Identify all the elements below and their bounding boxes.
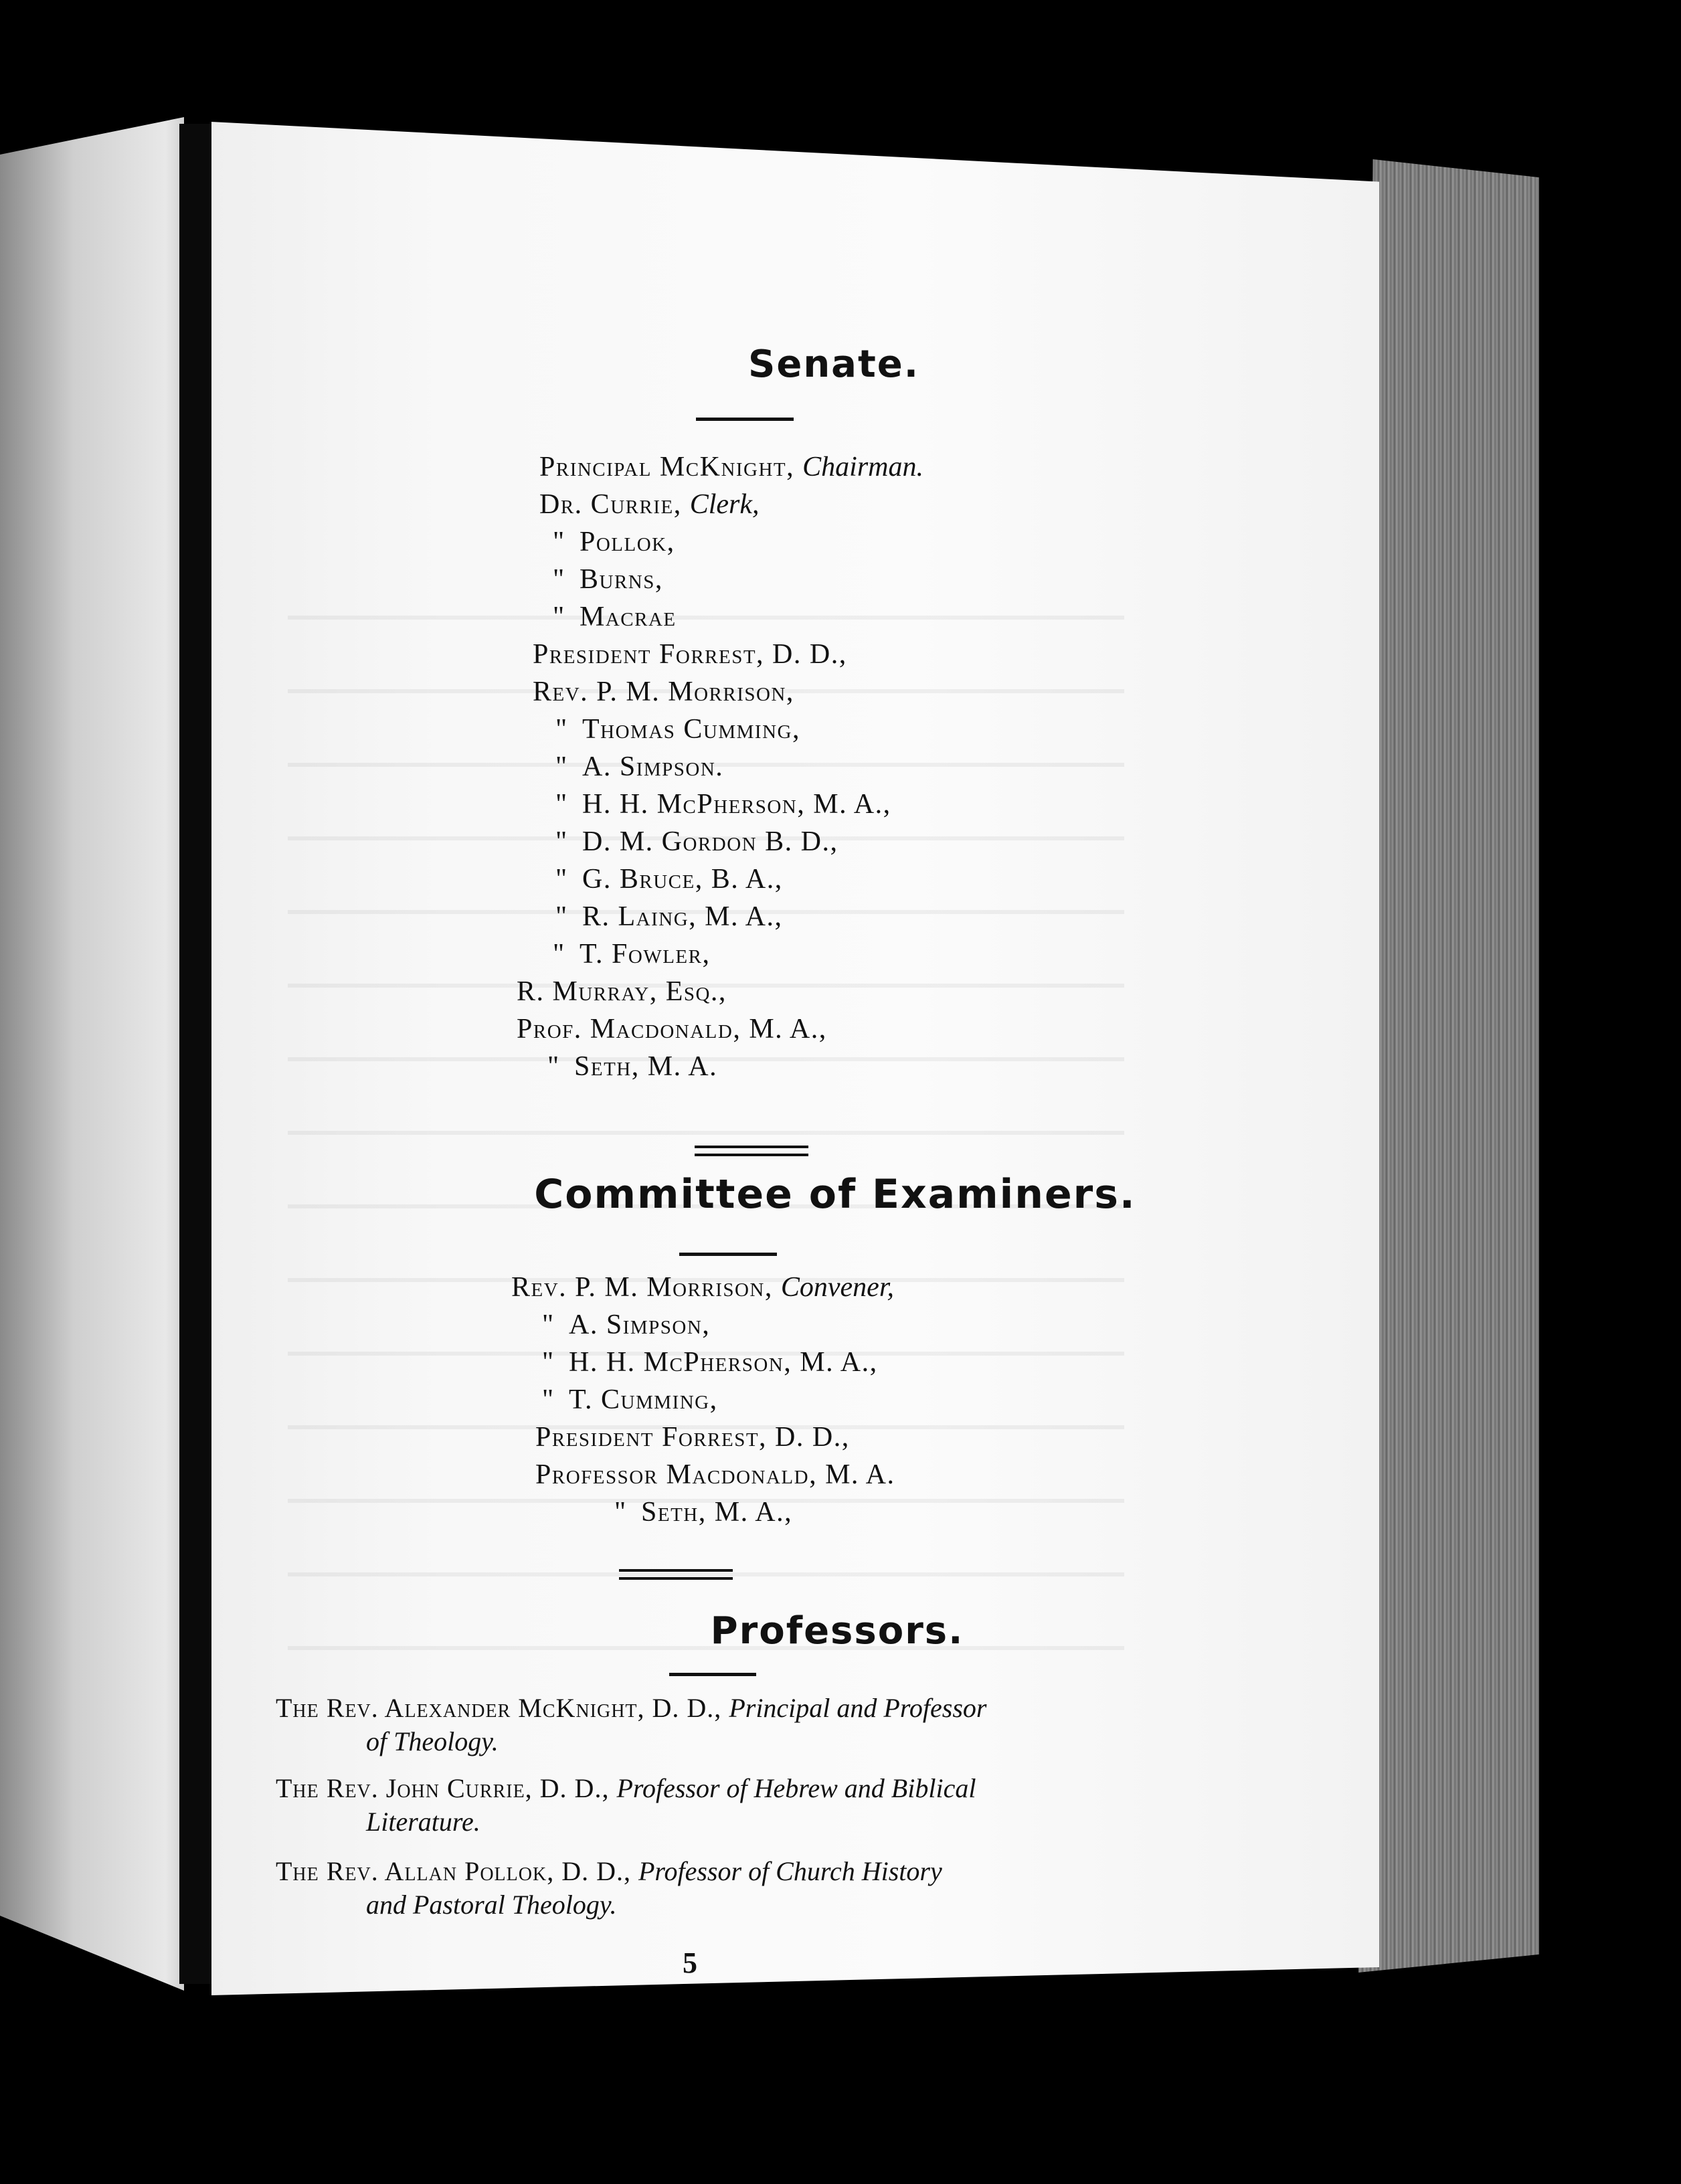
professor-name: The Rev. Alexander McKnight, D. D., xyxy=(276,1693,729,1723)
ditto-mark: " xyxy=(555,714,568,745)
committee-line-text: T. Cumming, xyxy=(569,1384,718,1415)
ditto-mark: " xyxy=(555,826,568,857)
professor-name: The Rev. John Currie, D. D., xyxy=(276,1773,617,1803)
senate-line xyxy=(555,751,723,783)
professors-heading: Professors. xyxy=(710,1609,964,1653)
committee-line-text: A. Simpson, xyxy=(569,1309,711,1340)
ditto-mark: " xyxy=(555,864,568,895)
senate-line xyxy=(553,526,675,558)
committee-line xyxy=(542,1309,710,1341)
divider-rule xyxy=(619,1577,733,1580)
committee-heading: Committee of Examiners. xyxy=(534,1171,1136,1218)
committee-line xyxy=(614,1496,792,1528)
professors-rule xyxy=(669,1673,756,1676)
senate-line xyxy=(553,938,710,970)
professor-title: Principal and Professor xyxy=(729,1693,987,1723)
ditto-mark: " xyxy=(542,1384,555,1415)
committee-line xyxy=(511,1271,894,1303)
committee-line-text: H. H. McPherson, M. A., xyxy=(569,1347,878,1378)
ditto-mark: " xyxy=(614,1497,627,1528)
senate-rule xyxy=(696,418,794,421)
senate-line xyxy=(555,863,783,895)
senate-line-text: R. Murray, Esq., xyxy=(517,976,727,1007)
professor-name: The Rev. Allan Pollok, D. D., xyxy=(276,1856,638,1886)
ditto-mark: " xyxy=(555,789,568,820)
committee-line-text: President Forrest, D. D., xyxy=(535,1422,850,1453)
senate-line-text: President Forrest, D. D., xyxy=(533,639,847,670)
professor-title-continued: Literature. xyxy=(366,1807,480,1837)
committee-line-note: Convener, xyxy=(780,1272,895,1303)
senate-line xyxy=(555,826,838,858)
senate-line-text: A. Simpson. xyxy=(582,751,724,782)
senate-line xyxy=(539,451,923,483)
senate-line-text: Rev. P. M. Morrison, xyxy=(533,676,794,707)
senate-line-text: H. H. McPherson, M. A., xyxy=(582,789,891,820)
senate-line-text: Prof. Macdonald, M. A., xyxy=(517,1014,827,1044)
professor-title: Professor of Church History xyxy=(638,1856,942,1886)
ditto-mark: " xyxy=(547,1051,560,1082)
professor-entry xyxy=(276,1772,976,1839)
senate-line-note: Clerk, xyxy=(689,489,760,520)
ditto-mark: " xyxy=(542,1309,555,1340)
senate-line xyxy=(555,901,783,933)
senate-line-text: G. Bruce, B. A., xyxy=(582,864,783,895)
left-page xyxy=(0,117,184,1991)
senate-line xyxy=(555,713,800,745)
ditto-mark: " xyxy=(553,602,565,632)
senate-line xyxy=(517,976,727,1008)
senate-line xyxy=(553,563,663,596)
committee-line-text: Seth, M. A., xyxy=(641,1497,793,1528)
professor-title-continued: of Theology. xyxy=(366,1726,499,1756)
senate-line-text: R. Laing, M. A., xyxy=(582,901,783,932)
senate-heading: Senate. xyxy=(748,343,919,386)
ditto-mark: " xyxy=(553,939,565,970)
senate-line xyxy=(555,788,891,820)
committee-line xyxy=(542,1384,718,1416)
ditto-mark: " xyxy=(553,527,565,557)
page-edges xyxy=(1358,159,1539,1973)
senate-line-text: Seth, M. A. xyxy=(574,1051,718,1082)
senate-line xyxy=(517,1013,827,1045)
divider-rule xyxy=(695,1146,808,1148)
ditto-mark: " xyxy=(555,901,568,932)
senate-line xyxy=(539,488,760,521)
divider-rule xyxy=(619,1569,733,1572)
senate-line-text: D. M. Gordon B. D., xyxy=(582,826,838,857)
senate-line-text: Burns, xyxy=(580,564,663,595)
book-gutter xyxy=(179,124,211,1984)
committee-rule xyxy=(679,1253,777,1256)
senate-line-text: T. Fowler, xyxy=(580,939,711,970)
senate-line-text: Principal McKnight, xyxy=(539,452,803,482)
ditto-mark: " xyxy=(542,1347,555,1378)
committee-line xyxy=(535,1421,850,1453)
senate-line-text: Macrae xyxy=(580,602,677,632)
page-number: 5 xyxy=(683,1946,697,1979)
senate-line-text: Thomas Cumming, xyxy=(582,714,800,745)
professor-entry xyxy=(276,1692,987,1758)
divider-rule xyxy=(695,1154,808,1156)
professor-entry xyxy=(276,1855,942,1922)
senate-line-note: Chairman. xyxy=(802,452,924,482)
professor-title-continued: and Pastoral Theology. xyxy=(366,1890,617,1920)
committee-line-text: Professor Macdonald, M. A. xyxy=(535,1459,895,1490)
senate-line-text: Pollok, xyxy=(580,527,675,557)
ditto-mark: " xyxy=(553,564,565,595)
senate-line xyxy=(533,676,794,708)
committee-line-text: Rev. P. M. Morrison, xyxy=(511,1272,781,1303)
professor-title: Professor of Hebrew and Biblical xyxy=(616,1773,976,1803)
senate-line-text: Dr. Currie, xyxy=(539,489,690,520)
ditto-mark: " xyxy=(555,751,568,782)
senate-line xyxy=(533,638,847,670)
committee-line xyxy=(542,1346,878,1378)
committee-line xyxy=(535,1459,895,1491)
senate-line xyxy=(547,1051,717,1083)
senate-line xyxy=(553,601,677,633)
